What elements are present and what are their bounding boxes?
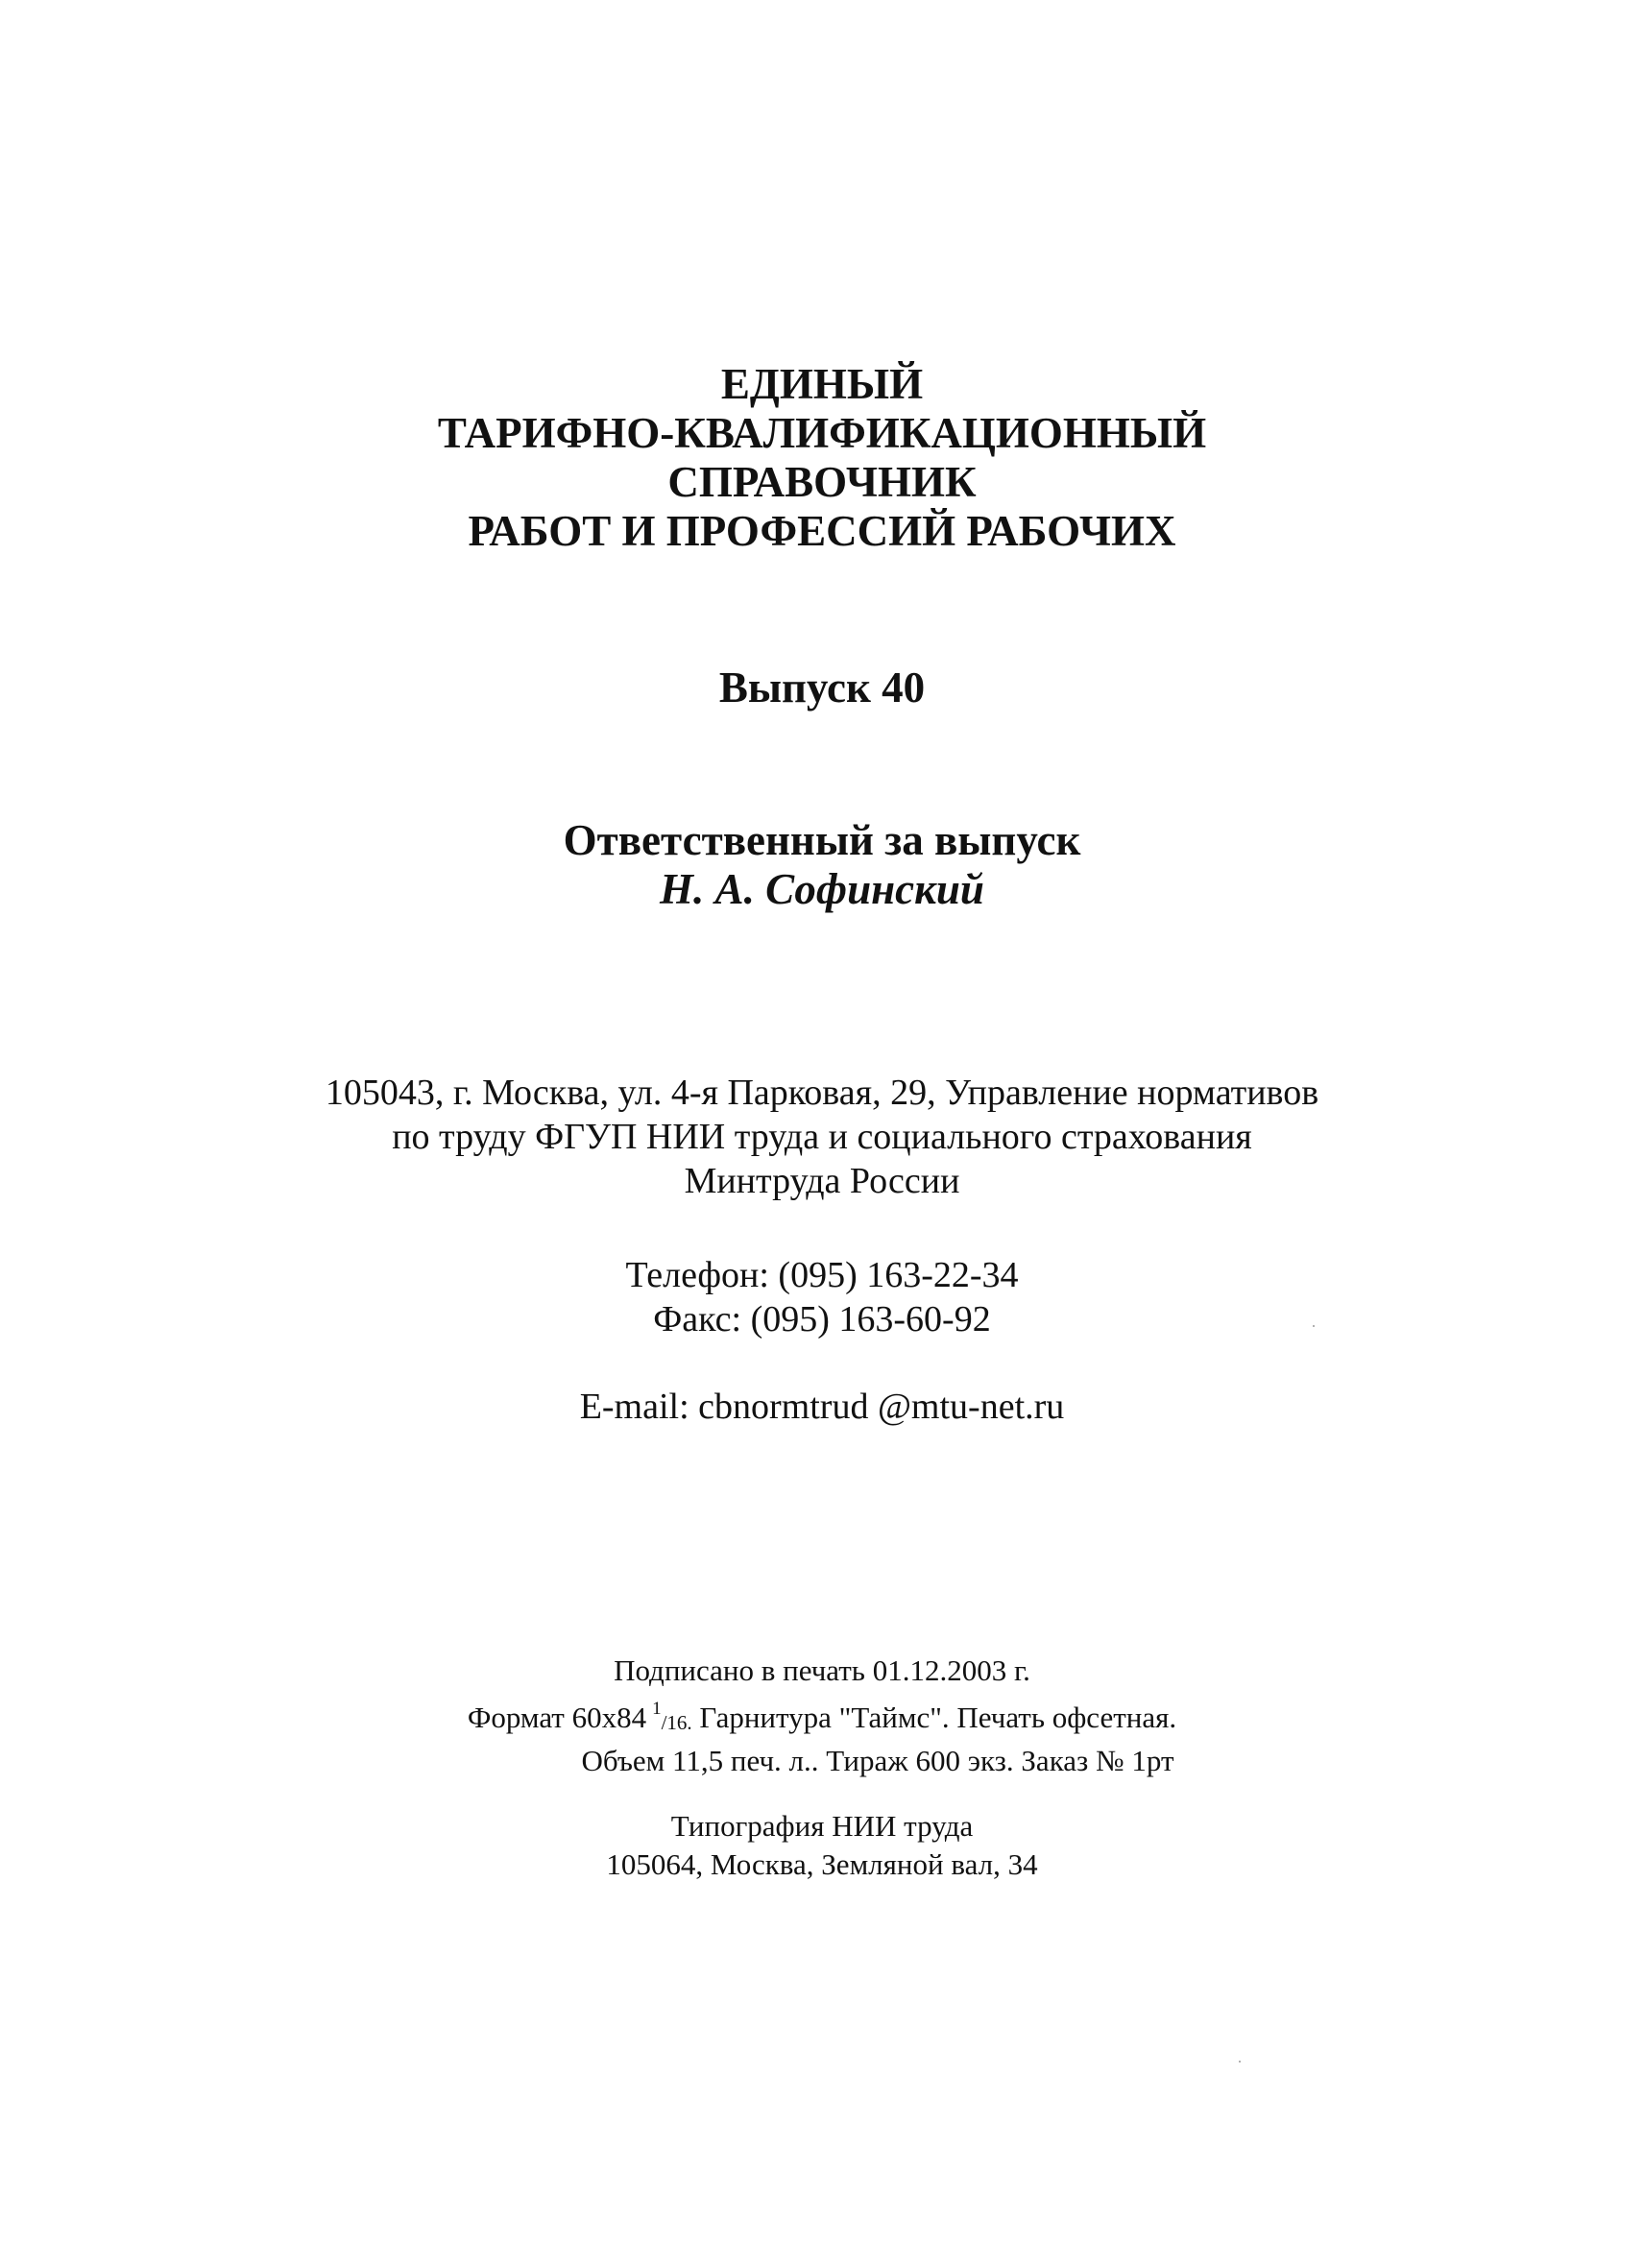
printing-house <box>0 1807 1644 1884</box>
typeface-and-printing: Гарнитура "Таймс". Печать офсетная. <box>691 1701 1177 1734</box>
imprint-details <box>0 1652 1644 1780</box>
format-fraction-numerator: 1 <box>652 1699 662 1719</box>
address-line-2: по труду ФГУП НИИ труда и социального страхования <box>392 1117 1252 1157</box>
format-label: Формат 60х84 <box>467 1701 647 1734</box>
phone-number: Телефон: (095) 163-22-34 <box>625 1255 1019 1295</box>
fax-number: Факс: (095) 163-60-92 <box>653 1299 991 1339</box>
publisher-address <box>0 1071 1644 1203</box>
responsible-label: Ответственный за выпуск <box>563 816 1081 864</box>
signed-to-print: Подписано в печать 01.12.2003 г. <box>614 1653 1030 1687</box>
address-line-3: Минтруда России <box>684 1161 960 1201</box>
format-fraction-denominator: /16. <box>661 1711 692 1734</box>
printer-name: Типография НИИ труда <box>670 1809 974 1843</box>
printer-address: 105064, Москва, Земляной вал, 34 <box>606 1847 1038 1881</box>
contact-email: E-mail: cbnormtrud @mtu-net.ru <box>579 1387 1065 1427</box>
issue-number: Выпуск 40 <box>718 664 926 712</box>
address-line-1: 105043, г. Москва, ул. 4-я Парковая, 29, Управление нормативов <box>325 1073 1319 1113</box>
responsible-editor <box>0 816 1644 914</box>
document-title <box>0 360 1644 556</box>
scan-speck <box>1313 1325 1315 1327</box>
title-line-2: ТАРИФНО-КВАЛИФИКАЦИОННЫЙ <box>437 409 1207 457</box>
format-line <box>0 1690 1644 1742</box>
title-line-3: СПРАВОЧНИК <box>667 458 977 506</box>
title-line-4: РАБОТ И ПРОФЕССИЙ РАБОЧИХ <box>468 507 1176 555</box>
responsible-person: Н. А. Софинский <box>660 865 984 913</box>
scan-speck <box>1239 2061 1241 2063</box>
volume-line: Объем 11,5 печ. л.. Тираж 600 экз. Заказ № 1рт <box>581 1744 1174 1777</box>
contact-phones <box>0 1253 1644 1341</box>
title-line-1: ЕДИНЫЙ <box>720 360 924 408</box>
